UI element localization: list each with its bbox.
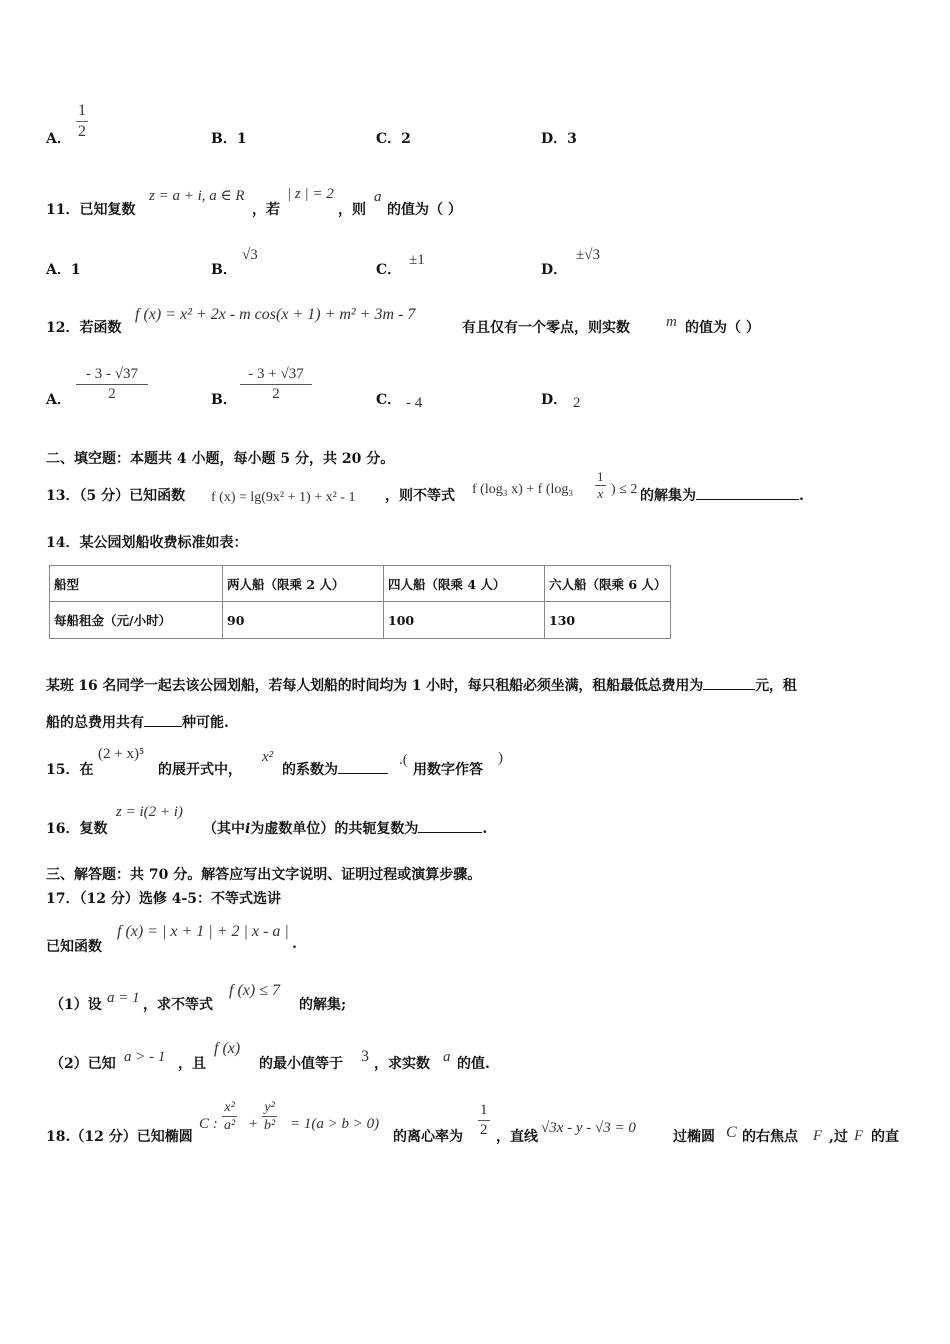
- q12-text-3: 的值为（ ）: [685, 320, 760, 336]
- question-number: 16．: [46, 821, 80, 837]
- q18-text-2: 的离心率为: [393, 1129, 463, 1145]
- q17-part-2-math-a: a > - 1: [124, 1049, 166, 1065]
- period: .: [799, 488, 804, 504]
- option-value: 3: [567, 131, 577, 147]
- q17-title: 17．（12 分）选修 4-5：不等式选讲: [46, 891, 282, 907]
- table-cell: 每船租金（元/小时）: [50, 602, 223, 639]
- q10-option-d: [541, 128, 577, 148]
- question-number: 11．: [46, 202, 80, 218]
- section-2-heading: 二、填空题：本题共 4 小题，每小题 5 分，共 20 分。: [46, 451, 395, 467]
- q11-option-c-letter: C．: [376, 262, 402, 278]
- table-header-cell: 六人船（限乘 6 人）: [545, 566, 671, 602]
- q17-part-2-text-3: 的最小值等于: [259, 1056, 343, 1072]
- q11-text-3: ，则: [338, 202, 366, 218]
- option-letter: B．: [211, 131, 237, 147]
- q12-option-b-fraction: [240, 366, 312, 402]
- q15-text-2: 的展开式中，: [158, 762, 242, 778]
- q11-text-4: 的值为（ ）: [387, 202, 462, 218]
- q10-option-a: [46, 128, 71, 148]
- fraction-denominator: x: [597, 486, 604, 502]
- q12-option-b-letter: B．: [211, 392, 237, 408]
- imaginary-unit: i: [245, 821, 251, 837]
- question-number: 13．: [46, 488, 80, 504]
- q17-end: .: [292, 936, 297, 952]
- option-letter: A．: [46, 262, 71, 278]
- q17-part-2: （2）已知: [50, 1056, 116, 1072]
- fraction-numerator: y²: [262, 1100, 276, 1117]
- q17-part-2-text-5: 的值.: [457, 1056, 490, 1072]
- q10-option-a-fraction: [76, 102, 88, 140]
- q11-math-a: a: [374, 189, 382, 205]
- fraction-denominator: 2: [108, 385, 116, 402]
- answer-blank[interactable]: [418, 832, 482, 833]
- question-text: 复数: [79, 821, 108, 837]
- q18-fraction-eccentricity: [478, 1102, 490, 1138]
- q15-text-6: ): [498, 750, 503, 766]
- q17-part-1-math-inequality: f (x) ≤ 7: [229, 982, 280, 999]
- q12-option-c-value: - 4: [406, 395, 423, 411]
- q16-stem: [46, 818, 107, 838]
- q18-math-line: √3x - y - √3 = 0: [541, 1120, 636, 1136]
- question-text: （其中: [203, 821, 245, 837]
- table-header-cell: 船型: [50, 566, 223, 602]
- answer-blank[interactable]: [703, 689, 755, 690]
- fraction-numerator: x²: [222, 1100, 236, 1117]
- q17-text-1: 已知函数: [46, 939, 102, 955]
- q18-fraction-y: [262, 1100, 277, 1134]
- option-value: 1: [70, 262, 81, 278]
- q15-math-binomial: (2 + x)⁵: [98, 746, 145, 762]
- q17-math-function: f (x) = | x + 1 | + 2 | x - a |: [117, 923, 289, 940]
- answer-blank[interactable]: [696, 499, 799, 500]
- q17-part-1-math-a: a = 1: [107, 990, 140, 1006]
- q15-math-x2: x²: [262, 749, 274, 765]
- q18-text-5: 的右焦点: [742, 1129, 798, 1145]
- question-text: 元，租: [755, 678, 797, 694]
- table-cell: 130: [545, 602, 671, 639]
- question-number: 15．: [46, 762, 80, 778]
- q13-text-3: [640, 485, 804, 505]
- section-3-heading: 三、解答题：共 70 分。解答应写出文字说明、证明过程或演算步骤。: [46, 867, 482, 883]
- option-letter: A．: [46, 131, 71, 147]
- question-text: 某班 16 名同学一起去该公园划船，若每人划船的时间均为 1 小时，每只租船必须坐满，租船最低总费用为: [46, 678, 704, 694]
- table-cell: 90: [223, 602, 384, 639]
- boat-fee-table: [49, 565, 671, 639]
- table-row: [50, 602, 671, 639]
- q12-option-c-letter: C．: [376, 392, 402, 408]
- q15-text-5: 用数字作答: [413, 762, 483, 778]
- q15-text-3: [282, 759, 388, 779]
- question-text: （1）设: [50, 997, 102, 1013]
- q17-part-2-text-4: ，求实数: [374, 1056, 430, 1072]
- question-text: 船的总费用共有: [46, 715, 144, 731]
- q14-paragraph-line-2: [46, 712, 229, 732]
- q18-math-C2: C: [726, 1124, 737, 1141]
- fraction-denominator: 2: [272, 385, 280, 402]
- question-text: 某公园划船收费标准如表：: [79, 535, 248, 551]
- q18-text-3: ，直线: [496, 1129, 538, 1145]
- fraction-numerator: 1: [595, 470, 606, 486]
- q13-math-inequality-right: ) ≤ 2: [611, 482, 638, 497]
- fraction-denominator: a²: [224, 1118, 236, 1134]
- q18-math-C: C :: [199, 1116, 218, 1132]
- q15-text-4: .(: [399, 752, 408, 768]
- q10-option-c: [376, 128, 411, 148]
- q12-option-d-value: 2: [573, 395, 581, 411]
- q17-part-1-text-3: 的解集;: [299, 997, 347, 1013]
- q12-math-m: m: [666, 314, 677, 330]
- q11-math-modulus: | z | = 2: [287, 186, 334, 202]
- q17-part-1-text-2: ，求不等式: [143, 997, 213, 1013]
- q13-text-2: ，则不等式: [385, 488, 455, 504]
- q18-math-F: F: [813, 1128, 823, 1144]
- fraction-denominator: b²: [264, 1118, 276, 1134]
- question-text: 的解集为: [640, 488, 696, 504]
- option-value: 2: [401, 131, 411, 147]
- q12-text-2: 有且仅有一个零点，则实数: [462, 320, 630, 336]
- q12-option-a-fraction: [76, 366, 148, 402]
- q18-text-6: ,过: [829, 1129, 848, 1145]
- q17-part-2-math-3: 3: [361, 1048, 369, 1065]
- question-text: 的系数为: [282, 762, 338, 778]
- fraction-numerator: - 3 - √37: [76, 366, 148, 385]
- q13-math-function: f (x) = lg(9x² + 1) + x² - 1: [211, 490, 356, 505]
- question-text: 种可能.: [182, 715, 229, 731]
- answer-blank[interactable]: [338, 773, 388, 774]
- question-text: 在: [79, 762, 94, 778]
- q12-math-function: f (x) = x² + 2x - m cos(x + 1) + m² + 3m - 7: [135, 306, 416, 323]
- q17-part-1: [50, 994, 102, 1014]
- q17-part-2-text-2: ，且: [178, 1056, 206, 1072]
- q16-text-2: [203, 818, 487, 838]
- option-letter: C．: [376, 131, 402, 147]
- question-number: 12．: [46, 320, 80, 336]
- table-header-cell: 两人船（限乘 2 人）: [223, 566, 384, 602]
- fraction-numerator: 1: [478, 1102, 490, 1121]
- q16-math-complex: z = i(2 + i): [116, 804, 183, 820]
- period: .: [482, 821, 488, 837]
- q13-math-inequality-left: f (log₃ x) + f (log₃: [472, 482, 574, 497]
- question-text: 为虚数单位）的共轭复数为: [250, 821, 419, 837]
- q12-stem: [46, 317, 121, 337]
- question-text: 若函数: [79, 320, 122, 336]
- fraction-numerator: 1: [76, 102, 88, 122]
- question-text: （5 分）已知函数: [79, 488, 186, 504]
- q18-text-4: 过椭圆: [673, 1129, 715, 1145]
- q11-math-z: z = a + i, a ∈ R: [149, 188, 245, 204]
- q18-plus: +: [249, 1116, 258, 1132]
- q15-stem: [46, 759, 93, 779]
- q18-text-7: 的直: [871, 1129, 899, 1145]
- q18-math-rest: = 1(a > b > 0): [290, 1116, 380, 1132]
- q10-option-b: [211, 128, 247, 148]
- q14-stem: [46, 532, 247, 552]
- q17-part-2-math-fx: f (x): [214, 1040, 241, 1057]
- q18-math-F2: F: [854, 1128, 864, 1144]
- q18-fraction-x: [222, 1100, 237, 1134]
- q12-option-a-letter: A．: [46, 392, 71, 408]
- fraction-denominator: 2: [78, 122, 86, 140]
- q11-option-c-value: ±1: [409, 252, 425, 268]
- table-cell: 100: [384, 602, 545, 639]
- q11-option-d-value: ±√3: [576, 247, 600, 263]
- q11-option-a: [46, 259, 81, 279]
- q12-option-d-letter: D．: [541, 392, 568, 408]
- q11-stem: [46, 199, 135, 219]
- question-text: 已知复数: [79, 202, 136, 218]
- answer-blank[interactable]: [144, 726, 182, 727]
- q13-stem: [46, 485, 185, 505]
- q14-paragraph-line-1: [46, 675, 797, 695]
- fraction-denominator: 2: [480, 1121, 488, 1138]
- q11-text-2: ，若: [252, 202, 280, 218]
- q11-option-b-value: √3: [242, 247, 258, 263]
- q11-option-d-letter: D．: [541, 262, 568, 278]
- table-header-cell: 四人船（限乘 4 人）: [384, 566, 545, 602]
- q11-option-b-letter: B．: [211, 262, 237, 278]
- q18-text-1: 18.（12 分）已知椭圆: [46, 1129, 193, 1145]
- table-header-row: [50, 566, 671, 602]
- question-number: 14．: [46, 535, 80, 551]
- option-value: 1: [236, 131, 247, 147]
- q17-part-2-math-a2: a: [443, 1049, 451, 1065]
- fraction-numerator: - 3 + √37: [240, 366, 312, 385]
- option-letter: D．: [541, 131, 568, 147]
- q13-fraction: [595, 470, 606, 502]
